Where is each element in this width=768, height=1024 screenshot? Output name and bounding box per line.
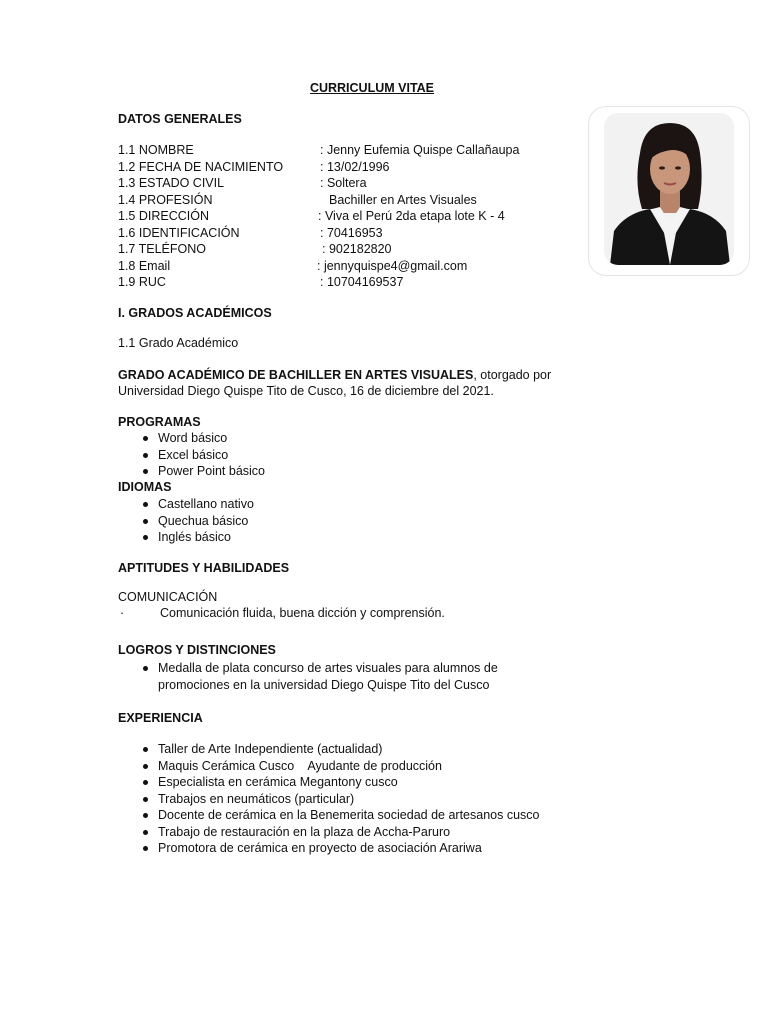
datos-row xyxy=(118,142,588,159)
datos-value: : Viva el Perú 2da etapa lote K - 4 xyxy=(318,209,505,223)
idiomas-heading: IDIOMAS xyxy=(118,480,172,494)
grados-heading: I. GRADOS ACADÉMICOS xyxy=(118,306,272,320)
datos-value: : Jenny Eufemia Quispe Callañaupa xyxy=(320,143,520,157)
degree-rest: , otorgado por xyxy=(473,368,552,382)
datos-label: 1.1 NOMBRE xyxy=(118,143,194,157)
datos-label: 1.6 IDENTIFICACIÓN xyxy=(118,226,240,240)
profile-photo-illustration xyxy=(604,113,734,265)
datos-label: 1.2 FECHA DE NACIMIENTO xyxy=(118,160,284,174)
datos-value: : 902182820 xyxy=(322,242,392,256)
logros-line-2: promociones en la universidad Diego Quispe Tito del Cusco xyxy=(158,678,490,692)
list-item: Word básico xyxy=(120,430,265,447)
experiencia-heading: EXPERIENCIA xyxy=(118,711,203,725)
logros-heading: LOGROS Y DISTINCIONES xyxy=(118,643,276,657)
list-item: Trabajos en neumáticos (particular) xyxy=(120,791,539,808)
comunicacion-subheading: COMUNICACIÓN xyxy=(118,590,218,604)
list-item: Trabajo de restauración en la plaza de Accha-Paruro xyxy=(120,824,539,841)
degree-line-1 xyxy=(118,368,551,382)
datos-label: 1.5 DIRECCIÓN xyxy=(118,209,209,223)
datos-row xyxy=(118,241,588,258)
profile-photo xyxy=(604,113,734,265)
document-title: CURRICULUM VITAE xyxy=(309,81,435,95)
list-item: Power Point básico xyxy=(120,463,265,480)
list-item: Maquis Cerámica Cusco Ayudante de producción xyxy=(120,758,539,775)
comunicacion-text: Comunicación fluida, buena dicción y comprensión. xyxy=(160,606,445,620)
datos-row xyxy=(118,192,588,209)
list-item: Quechua básico xyxy=(120,513,254,530)
datos-value: : 70416953 xyxy=(320,226,383,240)
datos-label: 1.9 RUC xyxy=(118,275,166,289)
comunicacion-marker: · xyxy=(120,606,125,620)
datos-value: : 10704169537 xyxy=(320,275,404,289)
datos-label: 1.3 ESTADO CIVIL xyxy=(118,176,225,190)
grados-subheading: 1.1 Grado Académico xyxy=(118,336,239,350)
experiencia-list xyxy=(120,741,539,857)
datos-row xyxy=(118,175,588,192)
list-item: Inglés básico xyxy=(120,529,254,546)
datos-row xyxy=(118,225,588,242)
list-item: Docente de cerámica en la Benemerita sociedad de artesanos cusco xyxy=(120,807,539,824)
logros-list xyxy=(120,660,498,694)
datos-label: 1.4 PROFESIÓN xyxy=(118,193,213,207)
datos-value: : 13/02/1996 xyxy=(320,160,390,174)
datos-row xyxy=(118,274,588,291)
list-item: Castellano nativo xyxy=(120,496,254,513)
list-item: Taller de Arte Independiente (actualidad) xyxy=(120,741,539,758)
datos-row xyxy=(118,159,588,176)
datos-label: 1.8 Email xyxy=(118,259,171,273)
degree-title: GRADO ACADÉMICO DE BACHILLER EN ARTES VISUALES xyxy=(118,368,474,382)
aptitudes-heading: APTITUDES Y HABILIDADES xyxy=(118,561,290,575)
datos-value: Bachiller en Artes Visuales xyxy=(329,193,477,207)
list-item xyxy=(120,660,498,694)
degree-line-2: Universidad Diego Quispe Tito de Cusco, 16 de diciembre del 2021. xyxy=(118,384,494,398)
logros-line-1: Medalla de plata concurso de artes visuales para alumnos de xyxy=(158,661,498,675)
datos-row xyxy=(118,208,588,225)
list-item: Promotora de cerámica en proyecto de asociación Arariwa xyxy=(120,840,539,857)
datos-heading: DATOS GENERALES xyxy=(118,112,242,126)
list-item: Excel básico xyxy=(120,447,265,464)
programas-list xyxy=(120,430,265,480)
datos-value: : jennyquispe4@gmail.com xyxy=(317,259,468,273)
list-item: Especialista en cerámica Megantony cusco xyxy=(120,774,539,791)
datos-label: 1.7 TELÉFONO xyxy=(118,242,206,256)
datos-value: : Soltera xyxy=(320,176,367,190)
programas-heading: PROGRAMAS xyxy=(118,415,201,429)
idiomas-list xyxy=(120,496,254,546)
datos-row xyxy=(118,258,588,275)
